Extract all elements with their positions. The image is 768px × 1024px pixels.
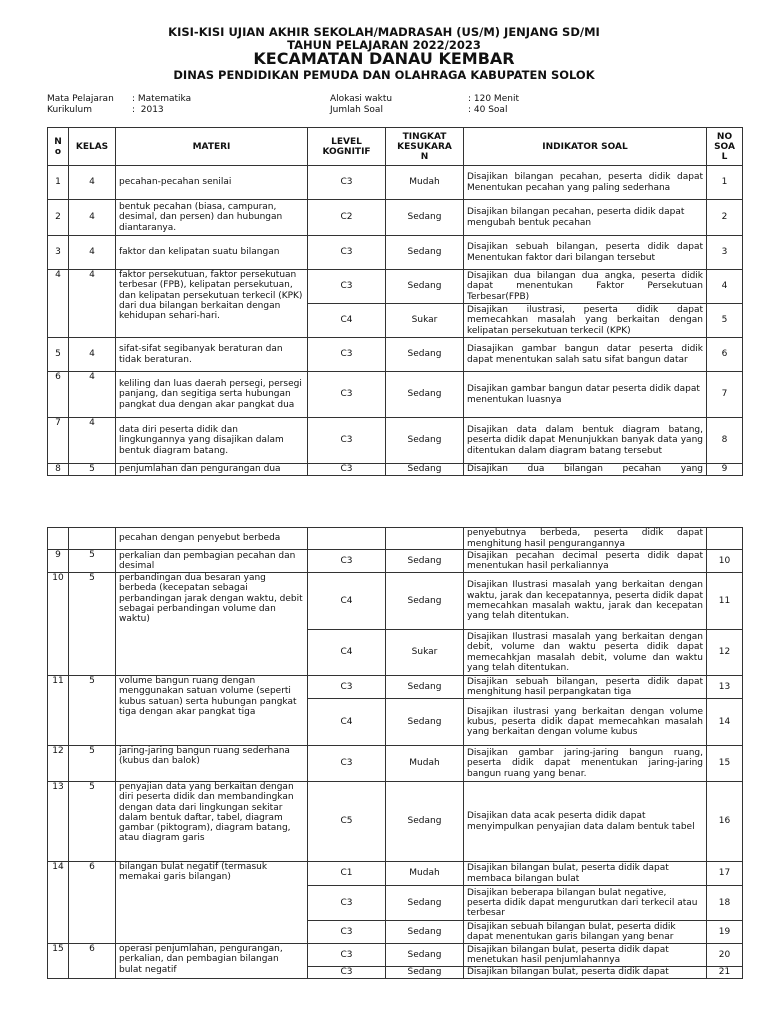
- col-header-indikator: INDIKATOR SOAL: [464, 128, 707, 166]
- cell-tingkat: Sedang: [386, 676, 464, 699]
- cell-tingkat: Sedang: [386, 338, 464, 372]
- cell-kelas: 4: [69, 166, 116, 200]
- meta-kurikulum-value: : 2013: [132, 105, 164, 115]
- meta-alokasi-label: Alokasi waktu: [330, 94, 393, 104]
- table-row: [48, 862, 743, 886]
- cell-nosoal: 9: [707, 464, 743, 476]
- cell-nosoal: 14: [707, 699, 743, 746]
- cell-level: C3: [308, 944, 386, 967]
- cell-kelas: 6: [69, 944, 116, 979]
- cell-no: 7: [48, 418, 69, 464]
- cell-indikator: Disajikan dua bilangan dua angka, peserta didik dapat menentukan Faktor Persekutuan Terbesar(FPB): [464, 270, 707, 304]
- cell-tingkat: Sedang: [386, 270, 464, 304]
- cell-materi: penyajian data yang berkaitan dengan diri peserta didik dan membandingkan dengan data dari lingkungan sekitar dalam bentuk daftar, tabel, diagram gambar (piktogram), diagram batang, atau diagram garis: [116, 782, 308, 862]
- cell-no: 9: [48, 550, 69, 573]
- cell-level: C3: [308, 886, 386, 921]
- cell-indikator: Diasajikan gambar bangun datar peserta didik dapat menentukan salah satu sifat bangun datar: [464, 338, 707, 372]
- cell-materi: volume bangun ruang dengan menggunakan satuan volume (seperti kubus satuan) serta hubungan pangkat tiga dengan akar pangkat tiga: [116, 676, 308, 746]
- cell-no: 2: [48, 200, 69, 236]
- cell-tingkat: Sedang: [386, 921, 464, 944]
- cell-level: C3: [308, 967, 386, 979]
- cell-no: 3: [48, 236, 69, 270]
- cell-materi: operasi penjumlahan, pengurangan, perkalian, dan pembagian bilangan bulat negatif: [116, 944, 308, 979]
- meta-alokasi-value: : 120 Menit: [468, 94, 519, 104]
- cell-indikator: Disajikan bilangan bulat, peserta didik dapat: [464, 967, 707, 979]
- meta-kurikulum-label: Kurikulum: [47, 105, 92, 115]
- cell-no: 13: [48, 782, 69, 862]
- grid-table-page2: [47, 527, 743, 979]
- cell-level: C3: [308, 338, 386, 372]
- cell-level: C3: [308, 550, 386, 573]
- cell-tingkat: Mudah: [386, 746, 464, 782]
- table-row: [48, 464, 743, 476]
- table-row: [48, 200, 743, 236]
- cell-nosoal: 18: [707, 886, 743, 921]
- cell-tingkat: Sedang: [386, 782, 464, 862]
- cell-tingkat: Sedang: [386, 944, 464, 967]
- cell-indikator: Disajikan gambar jaring-jaring bangun ruang, peserta didik dapat menentukan jaring-jaring bangun ruang yang benar.: [464, 746, 707, 782]
- cell-kelas: 5: [69, 782, 116, 862]
- cell-indikator: penyebutnya berbeda, peserta didik dapat menghitung hasil pengurangannya: [464, 528, 707, 550]
- cell-indikator: Disajikan sebuah bilangan, peserta didik dapat menghitung hasil perpangkatan tiga: [464, 676, 707, 699]
- cell-materi: keliling dan luas daerah persegi, persegi panjang, dan segitiga serta hubungan pangkat dua dengan akar pangkat dua: [116, 372, 308, 418]
- grid-table-page1: [47, 127, 743, 476]
- cell-indikator: Disajikan bilangan bulat, peserta didik dapat membaca bilangan bulat: [464, 862, 707, 886]
- cell-tingkat: Sedang: [386, 886, 464, 921]
- cell-nosoal: 12: [707, 630, 743, 676]
- cell-level: C4: [308, 699, 386, 746]
- cell-indikator: Disajikan sebuah bilangan, peserta didik dapat Menentukan faktor dari bilangan tersebut: [464, 236, 707, 270]
- cell-nosoal: 7: [707, 372, 743, 418]
- cell-tingkat: Sedang: [386, 464, 464, 476]
- cell-indikator: Disajikan bilangan pecahan, peserta didik dapat Menentukan pecahan yang paling sederhana: [464, 166, 707, 200]
- cell-level: C4: [308, 630, 386, 676]
- cell-nosoal: 6: [707, 338, 743, 372]
- cell-indikator: Disajikan gambar bangun datar peserta didik dapat menentukan luasnya: [464, 372, 707, 418]
- cell-level: C3: [308, 464, 386, 476]
- table-row: [48, 573, 743, 630]
- cell-nosoal: 8: [707, 418, 743, 464]
- cell-nosoal: 21: [707, 967, 743, 979]
- cell-tingkat: [386, 528, 464, 550]
- table-row: [48, 528, 743, 550]
- cell-indikator: Disajikan Ilustrasi masalah yang berkaitan dengan waktu, jarak dan kecepatannya, peserta didik dapat memecahkan masalah waktu, jarak dan kecepatan yang telah ditentukan.: [464, 573, 707, 630]
- cell-nosoal: 2: [707, 200, 743, 236]
- col-header-materi: MATERI: [116, 128, 308, 166]
- cell-tingkat: Sedang: [386, 699, 464, 746]
- cell-kelas: 5: [69, 550, 116, 573]
- cell-level: C2: [308, 200, 386, 236]
- cell-level: [308, 528, 386, 550]
- cell-materi: perkalian dan pembagian pecahan dan desimal: [116, 550, 308, 573]
- cell-indikator: Disajikan bilangan pecahan, peserta didik dapat mengubah bentuk pecahan: [464, 200, 707, 236]
- cell-tingkat: Sedang: [386, 372, 464, 418]
- meta-jumlah-value: : 40 Soal: [468, 105, 508, 115]
- cell-no: 12: [48, 746, 69, 782]
- cell-indikator: Disajikan bilangan bulat, peserta didik dapat menetukan hasil penjumlahannya: [464, 944, 707, 967]
- cell-no: 4: [48, 270, 69, 338]
- cell-materi: bilangan bulat negatif (termasuk memakai garis bilangan): [116, 862, 308, 944]
- cell-no: 15: [48, 944, 69, 979]
- cell-nosoal: 19: [707, 921, 743, 944]
- cell-tingkat: Sedang: [386, 418, 464, 464]
- cell-nosoal: 11: [707, 573, 743, 630]
- meta-mapel-label: Mata Pelajaran: [47, 94, 114, 104]
- cell-kelas: 6: [69, 862, 116, 944]
- cell-kelas: 4: [69, 236, 116, 270]
- cell-materi: penjumlahan dan pengurangan dua: [116, 464, 308, 476]
- table-row: [48, 550, 743, 573]
- col-header-nosoal: NO SOA L: [707, 128, 743, 166]
- cell-no: 10: [48, 573, 69, 676]
- cell-level: C4: [308, 573, 386, 630]
- cell-tingkat: Sedang: [386, 550, 464, 573]
- cell-indikator: Disajikan ilustrasi, peserta didik dapat memecahkan masalah yang berkaitan dengan kelipatan persekutuan terkecil (KPK): [464, 304, 707, 338]
- table-row: [48, 166, 743, 200]
- cell-materi: pecahan dengan penyebut berbeda: [116, 528, 308, 550]
- cell-nosoal: 13: [707, 676, 743, 699]
- col-header-tingkat: TINGKAT KESUKARA N: [386, 128, 464, 166]
- cell-level: C5: [308, 782, 386, 862]
- table-row: [48, 746, 743, 782]
- table-row: [48, 418, 743, 464]
- cell-nosoal: 20: [707, 944, 743, 967]
- cell-kelas: 5: [69, 676, 116, 746]
- cell-tingkat: Mudah: [386, 166, 464, 200]
- cell-tingkat: Sedang: [386, 573, 464, 630]
- cell-kelas: 4: [69, 200, 116, 236]
- cell-no: 5: [48, 338, 69, 372]
- table-row: [48, 236, 743, 270]
- cell-nosoal: 16: [707, 782, 743, 862]
- cell-kelas: [69, 528, 116, 550]
- cell-kelas: 4: [69, 372, 116, 418]
- col-header-no: N o: [48, 128, 69, 166]
- cell-level: C3: [308, 236, 386, 270]
- cell-materi: data diri peserta didik dan lingkungannya yang disajikan dalam bentuk diagram batang.: [116, 418, 308, 464]
- cell-kelas: 4: [69, 270, 116, 338]
- doc-title-year: TAHUN PELAJARAN 2022/2023: [287, 38, 481, 52]
- doc-title-agency: DINAS PENDIDIKAN PEMUDA DAN OLAHRAGA KABUPATEN SOLOK: [173, 68, 595, 82]
- cell-materi: pecahan-pecahan senilai: [116, 166, 308, 200]
- cell-level: C3: [308, 676, 386, 699]
- cell-tingkat: Mudah: [386, 862, 464, 886]
- cell-materi: perbandingan dua besaran yang berbeda (kecepatan sebagai perbandingan jarak dengan waktu, debit sebagai perbandingan volume dan waktu): [116, 573, 308, 676]
- col-header-level: LEVEL KOGNITIF: [308, 128, 386, 166]
- cell-no: [48, 528, 69, 550]
- cell-indikator: Disajikan sebuah bilangan bulat, peserta didik dapat menentukan garis bilangan yang benar: [464, 921, 707, 944]
- cell-no: 6: [48, 372, 69, 418]
- cell-level: C3: [308, 166, 386, 200]
- cell-nosoal: 5: [707, 304, 743, 338]
- cell-nosoal: 10: [707, 550, 743, 573]
- table-row: [48, 944, 743, 967]
- cell-materi: bentuk pecahan (biasa, campuran, desimal, dan persen) dan hubungan diantaranya.: [116, 200, 308, 236]
- cell-level: C3: [308, 418, 386, 464]
- cell-nosoal: 1: [707, 166, 743, 200]
- cell-no: 11: [48, 676, 69, 746]
- cell-level: C3: [308, 372, 386, 418]
- cell-materi: jaring-jaring bangun ruang sederhana (kubus dan balok): [116, 746, 308, 782]
- cell-tingkat: Sedang: [386, 200, 464, 236]
- table-row: [48, 782, 743, 862]
- cell-indikator: Disajikan pecahan decimal peserta didik dapat menentukan hasil perkaliannya: [464, 550, 707, 573]
- cell-nosoal: [707, 528, 743, 550]
- cell-materi: sifat-sifat segibanyak beraturan dan tidak beraturan.: [116, 338, 308, 372]
- cell-nosoal: 4: [707, 270, 743, 304]
- meta-jumlah-label: Jumlah Soal: [330, 105, 383, 115]
- cell-indikator: Disajikan ilustrasi yang berkaitan dengan volume kubus, peserta didik dapat memecahkan masalah yang berkaitan dengan volume kubus: [464, 699, 707, 746]
- cell-tingkat: Sukar: [386, 304, 464, 338]
- cell-indikator: Disajikan data dalam bentuk diagram batang, peserta didik dapat Menunjukkan banyak data yang ditentukan dalam diagram batang tersebut: [464, 418, 707, 464]
- col-header-kelas: KELAS: [69, 128, 116, 166]
- cell-nosoal: 3: [707, 236, 743, 270]
- cell-tingkat: Sedang: [386, 236, 464, 270]
- cell-level: C4: [308, 304, 386, 338]
- cell-indikator: Disajikan beberapa bilangan bulat negative, peserta didik dapat mengurutkan dari terkecil atau terbesar: [464, 886, 707, 921]
- doc-title-district: KECAMATAN DANAU KEMBAR: [253, 49, 515, 68]
- cell-kelas: 4: [69, 418, 116, 464]
- cell-level: C1: [308, 862, 386, 886]
- cell-indikator: Disajikan Ilustrasi masalah yang berkaitan dengan debit, volume dan waktu peserta didik dapat memecahkjan masalah debit, volume dan waktu yang telah ditentukan.: [464, 630, 707, 676]
- cell-no: 14: [48, 862, 69, 944]
- meta-mapel-value: : Matematika: [132, 94, 192, 104]
- cell-tingkat: Sedang: [386, 967, 464, 979]
- cell-nosoal: 17: [707, 862, 743, 886]
- cell-indikator: Disajikan dua bilangan pecahan yang: [464, 464, 707, 476]
- cell-materi: faktor persekutuan, faktor persekutuan terbesar (FPB), kelipatan persekutuan, dan kelipatan persekutuan terkecil (KPK) dari dua bilangan berkaitan dengan kehidupan sehari-hari.: [116, 270, 308, 338]
- table-row: [48, 372, 743, 418]
- cell-level: C3: [308, 746, 386, 782]
- cell-indikator: Disajikan data acak peserta didik dapat menyimpulkan penyajian data dalam bentuk tabel: [464, 782, 707, 862]
- cell-no: 1: [48, 166, 69, 200]
- cell-materi: faktor dan kelipatan suatu bilangan: [116, 236, 308, 270]
- cell-level: C3: [308, 270, 386, 304]
- table-row: [48, 338, 743, 372]
- doc-title-line1: KISI-KISI UJIAN AKHIR SEKOLAH/MADRASAH (US/M) JENJANG SD/MI: [168, 25, 600, 39]
- cell-kelas: 5: [69, 464, 116, 476]
- cell-kelas: 5: [69, 746, 116, 782]
- table-row: [48, 676, 743, 699]
- cell-kelas: 4: [69, 338, 116, 372]
- cell-nosoal: 15: [707, 746, 743, 782]
- cell-tingkat: Sukar: [386, 630, 464, 676]
- cell-no: 8: [48, 464, 69, 476]
- cell-level: C3: [308, 921, 386, 944]
- cell-kelas: 5: [69, 573, 116, 676]
- table-header-row: [48, 128, 743, 166]
- table-row: [48, 270, 743, 304]
